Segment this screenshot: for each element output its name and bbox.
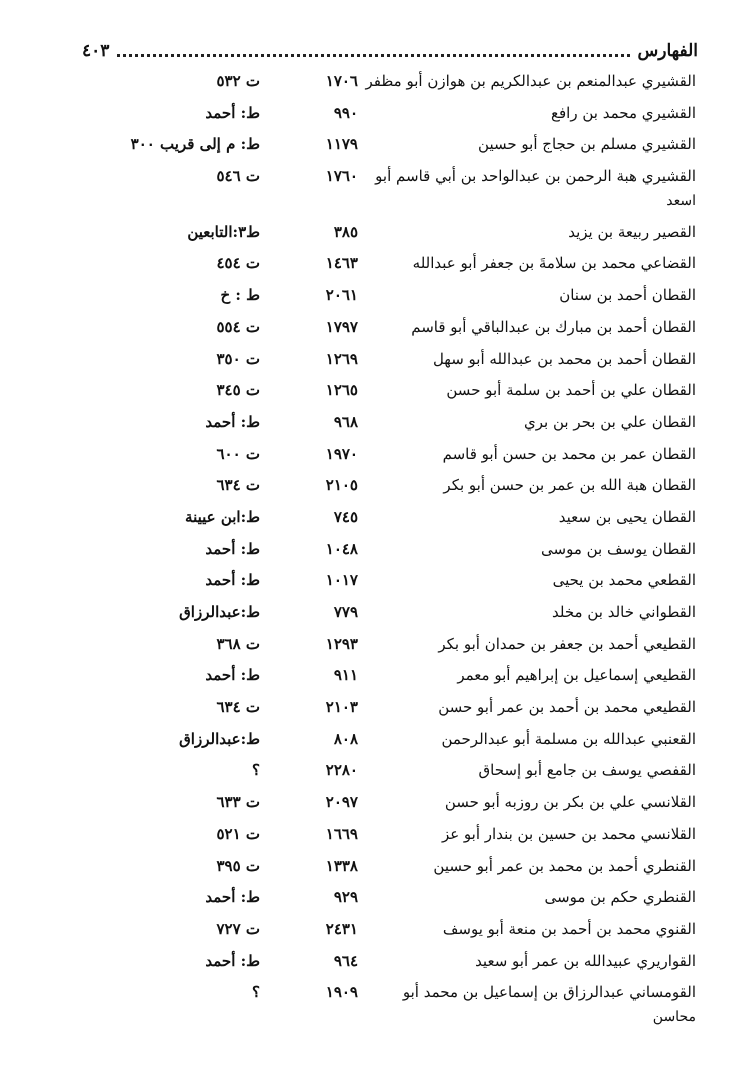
page-header bbox=[82, 36, 698, 66]
index-entry bbox=[0, 98, 742, 130]
index-entry bbox=[0, 248, 742, 280]
entry-number: ٩٢٩ bbox=[333, 888, 358, 907]
entry-note: ط: أحمد bbox=[205, 412, 260, 431]
index-entry bbox=[0, 787, 742, 819]
entry-note: ط: أحمد bbox=[205, 666, 260, 685]
entry-name: القطيعي إسماعيل بن إبراهيم أبو معمر bbox=[457, 666, 696, 685]
entry-name: القطان أحمد بن مبارك بن عبدالباقي أبو قاسم bbox=[411, 317, 696, 336]
entry-note: ت ٥٣٢ bbox=[216, 72, 260, 90]
entry-name: القضاعي محمد بن سلامةَ بن جعفر أبو عبدالله bbox=[412, 254, 696, 273]
index-entry bbox=[0, 217, 742, 249]
index-entry bbox=[0, 312, 742, 344]
index-entry bbox=[0, 161, 742, 193]
entry-note: ت ٤٥٤ bbox=[216, 254, 260, 273]
entry-number: ١٢٦٥ bbox=[325, 381, 358, 400]
entry-name: القفصي يوسف بن جامع أبو إسحاق bbox=[478, 761, 696, 780]
page-number: ٤٠٣ bbox=[82, 41, 110, 61]
entry-note: ط: أحمد bbox=[205, 888, 260, 907]
index-entry bbox=[0, 819, 742, 851]
entry-number: ٣٨٥ bbox=[333, 222, 358, 241]
index-entry bbox=[0, 851, 742, 883]
entry-note: ط: أحمد bbox=[205, 571, 260, 590]
entry-number: ٩٩٠ bbox=[333, 103, 358, 122]
index-entries bbox=[0, 66, 742, 1033]
index-entry bbox=[0, 534, 742, 566]
entry-name: القطان أحمد بن سنان bbox=[559, 286, 696, 305]
entry-number: ٢٢٨٠ bbox=[325, 761, 358, 780]
entry-number: ٧٧٩ bbox=[333, 603, 358, 621]
index-entry bbox=[0, 129, 742, 161]
entry-number: ١٢٦٩ bbox=[325, 349, 358, 368]
index-entry bbox=[0, 375, 742, 407]
entry-number: ٢٠٩٧ bbox=[325, 793, 358, 812]
entry-note: ت ٥٢١ bbox=[216, 824, 260, 843]
entry-number: ٩١١ bbox=[333, 666, 358, 685]
entry-name: القواريري عبيدالله بن عمر أبو سعيد bbox=[475, 951, 696, 970]
entry-number: ١٠٤٨ bbox=[325, 539, 358, 558]
index-entry bbox=[0, 344, 742, 376]
entry-name: القطان يوسف بن موسى bbox=[541, 539, 696, 558]
entry-note: ط: أحمد bbox=[205, 539, 260, 558]
entry-name: القنطري حكم بن موسى bbox=[544, 888, 696, 907]
entry-number: ١٩٠٩ bbox=[325, 983, 358, 1002]
entry-name: القلانسي علي بن بكر بن روزبه أبو حسن bbox=[444, 793, 696, 812]
entry-number: ١٢٩٣ bbox=[325, 634, 358, 653]
entry-number: ٢١٠٥ bbox=[325, 476, 358, 495]
entry-name: القنوي محمد بن أحمد بن منعة أبو يوسف bbox=[442, 919, 696, 938]
entry-number: ١١٧٩ bbox=[325, 135, 358, 154]
entry-note: ت ٧٢٧ bbox=[216, 919, 260, 938]
index-entry-continuation bbox=[0, 1009, 742, 1033]
entry-number: ١٦٦٩ bbox=[325, 824, 358, 843]
index-entry bbox=[0, 882, 742, 914]
entry-note: ؟ bbox=[252, 983, 260, 1002]
entry-note: ط: م إلى قريب ٣٠٠ bbox=[130, 135, 260, 154]
index-entry bbox=[0, 66, 742, 98]
entry-name: القطان علي بن بحر بن بري bbox=[524, 412, 696, 431]
entry-number: ١٧٦٠ bbox=[325, 167, 358, 186]
index-entry bbox=[0, 660, 742, 692]
entry-name: القطواني خالد بن مخلد bbox=[552, 603, 696, 621]
index-entry-continuation bbox=[0, 193, 742, 217]
entry-number: ١٧٩٧ bbox=[325, 317, 358, 336]
entry-name: القلانسي محمد بن حسين بن بندار أبو عز bbox=[441, 824, 696, 843]
index-entry bbox=[0, 724, 742, 756]
entry-number: ١٤٦٣ bbox=[325, 254, 358, 273]
entry-note: ت ٣٥٠ bbox=[216, 349, 260, 368]
index-entry bbox=[0, 407, 742, 439]
entry-number: ٢١٠٣ bbox=[325, 698, 358, 717]
page-title: الفهارس bbox=[637, 41, 698, 61]
entry-note: ط: أحمد bbox=[205, 951, 260, 970]
entry-number: ٢٠٦١ bbox=[325, 286, 358, 305]
entry-name: القنطري أحمد بن محمد بن عمر أبو حسين bbox=[433, 856, 696, 875]
entry-name: القطان عمر بن محمد بن حسن أبو قاسم bbox=[442, 444, 696, 463]
entry-name: القشيري هبة الرحمن بن عبدالواحد بن أبي قاسم أبو bbox=[375, 167, 696, 186]
index-entry bbox=[0, 565, 742, 597]
entry-name: القطيعي محمد بن أحمد بن عمر أبو حسن bbox=[438, 698, 696, 717]
entry-note: ط : خ bbox=[220, 286, 260, 305]
entry-note: ت ٦٠٠ bbox=[216, 444, 260, 463]
entry-note: ط:عبدالرزاق bbox=[179, 729, 260, 748]
entry-note: ت ٦٣٣ bbox=[216, 793, 260, 812]
entry-number: ٩٦٤ bbox=[333, 951, 358, 970]
index-entry bbox=[0, 977, 742, 1009]
index-entry bbox=[0, 946, 742, 978]
index-entry bbox=[0, 439, 742, 471]
entry-number: ١٣٣٨ bbox=[325, 856, 358, 875]
entry-number: ١٠١٧ bbox=[325, 571, 358, 590]
index-entry bbox=[0, 692, 742, 724]
entry-name: القطيعي أحمد بن جعفر بن حمدان أبو بكر bbox=[438, 634, 696, 653]
index-entry bbox=[0, 502, 742, 534]
entry-name: القشيري محمد بن رافع bbox=[551, 103, 696, 122]
entry-name: القشيري مسلم بن حجاج أبو حسين bbox=[478, 135, 696, 154]
index-entry bbox=[0, 914, 742, 946]
entry-note: ت ٣٤٥ bbox=[216, 381, 260, 400]
entry-number: ٧٤٥ bbox=[333, 507, 358, 526]
entry-number: ١٧٠٦ bbox=[325, 72, 358, 90]
entry-number: ١٩٧٠ bbox=[325, 444, 358, 463]
index-entry bbox=[0, 755, 742, 787]
entry-note: ت ٣٦٨ bbox=[216, 634, 260, 653]
index-entry bbox=[0, 597, 742, 629]
entry-note: ت ٥٤٦ bbox=[216, 167, 260, 186]
entry-name: القطان علي بن أحمد بن سلمة أبو حسن bbox=[446, 381, 696, 400]
entry-name: القطان هبة الله بن عمر بن حسن أبو بكر bbox=[443, 476, 696, 495]
entry-name: اسعد bbox=[666, 192, 696, 209]
entry-name: القعنبي عبدالله بن مسلمة أبو عبدالرحمن bbox=[441, 729, 696, 748]
entry-note: ط:عبدالرزاق bbox=[179, 603, 260, 621]
entry-name: القطان أحمد بن محمد بن عبدالله أبو سهل bbox=[432, 349, 696, 368]
entry-note: ؟ bbox=[252, 761, 260, 780]
index-entry bbox=[0, 470, 742, 502]
entry-number: ٢٤٣١ bbox=[325, 919, 358, 938]
entry-name: القطان يحيى بن سعيد bbox=[558, 507, 696, 526]
index-entry bbox=[0, 629, 742, 661]
entry-name: محاسن bbox=[652, 1008, 696, 1025]
index-entry bbox=[0, 280, 742, 312]
entry-note: ت ٣٩٥ bbox=[216, 856, 260, 875]
entry-number: ٨٠٨ bbox=[333, 729, 358, 748]
entry-note: ط:ابن عيينة bbox=[185, 507, 260, 526]
leader-dots bbox=[117, 54, 629, 57]
entry-name: القطعي محمد بن يحيى bbox=[552, 571, 696, 590]
entry-note: ت ٥٥٤ bbox=[216, 317, 260, 336]
entry-name: القصير ربيعة بن يزيد bbox=[568, 222, 696, 241]
entry-name: القومساني عبدالرزاق بن إسماعيل بن محمد أبو bbox=[402, 983, 696, 1002]
entry-note: ط: أحمد bbox=[205, 103, 260, 122]
entry-note: ط٣:التابعين bbox=[187, 222, 260, 241]
entry-note: ت ٦٣٤ bbox=[216, 698, 260, 717]
entry-number: ٩٦٨ bbox=[333, 412, 358, 431]
entry-name: القشيري عبدالمنعم بن عبدالكريم بن هوازن أبو مظفر bbox=[365, 72, 696, 90]
entry-note: ت ٦٣٤ bbox=[216, 476, 260, 495]
